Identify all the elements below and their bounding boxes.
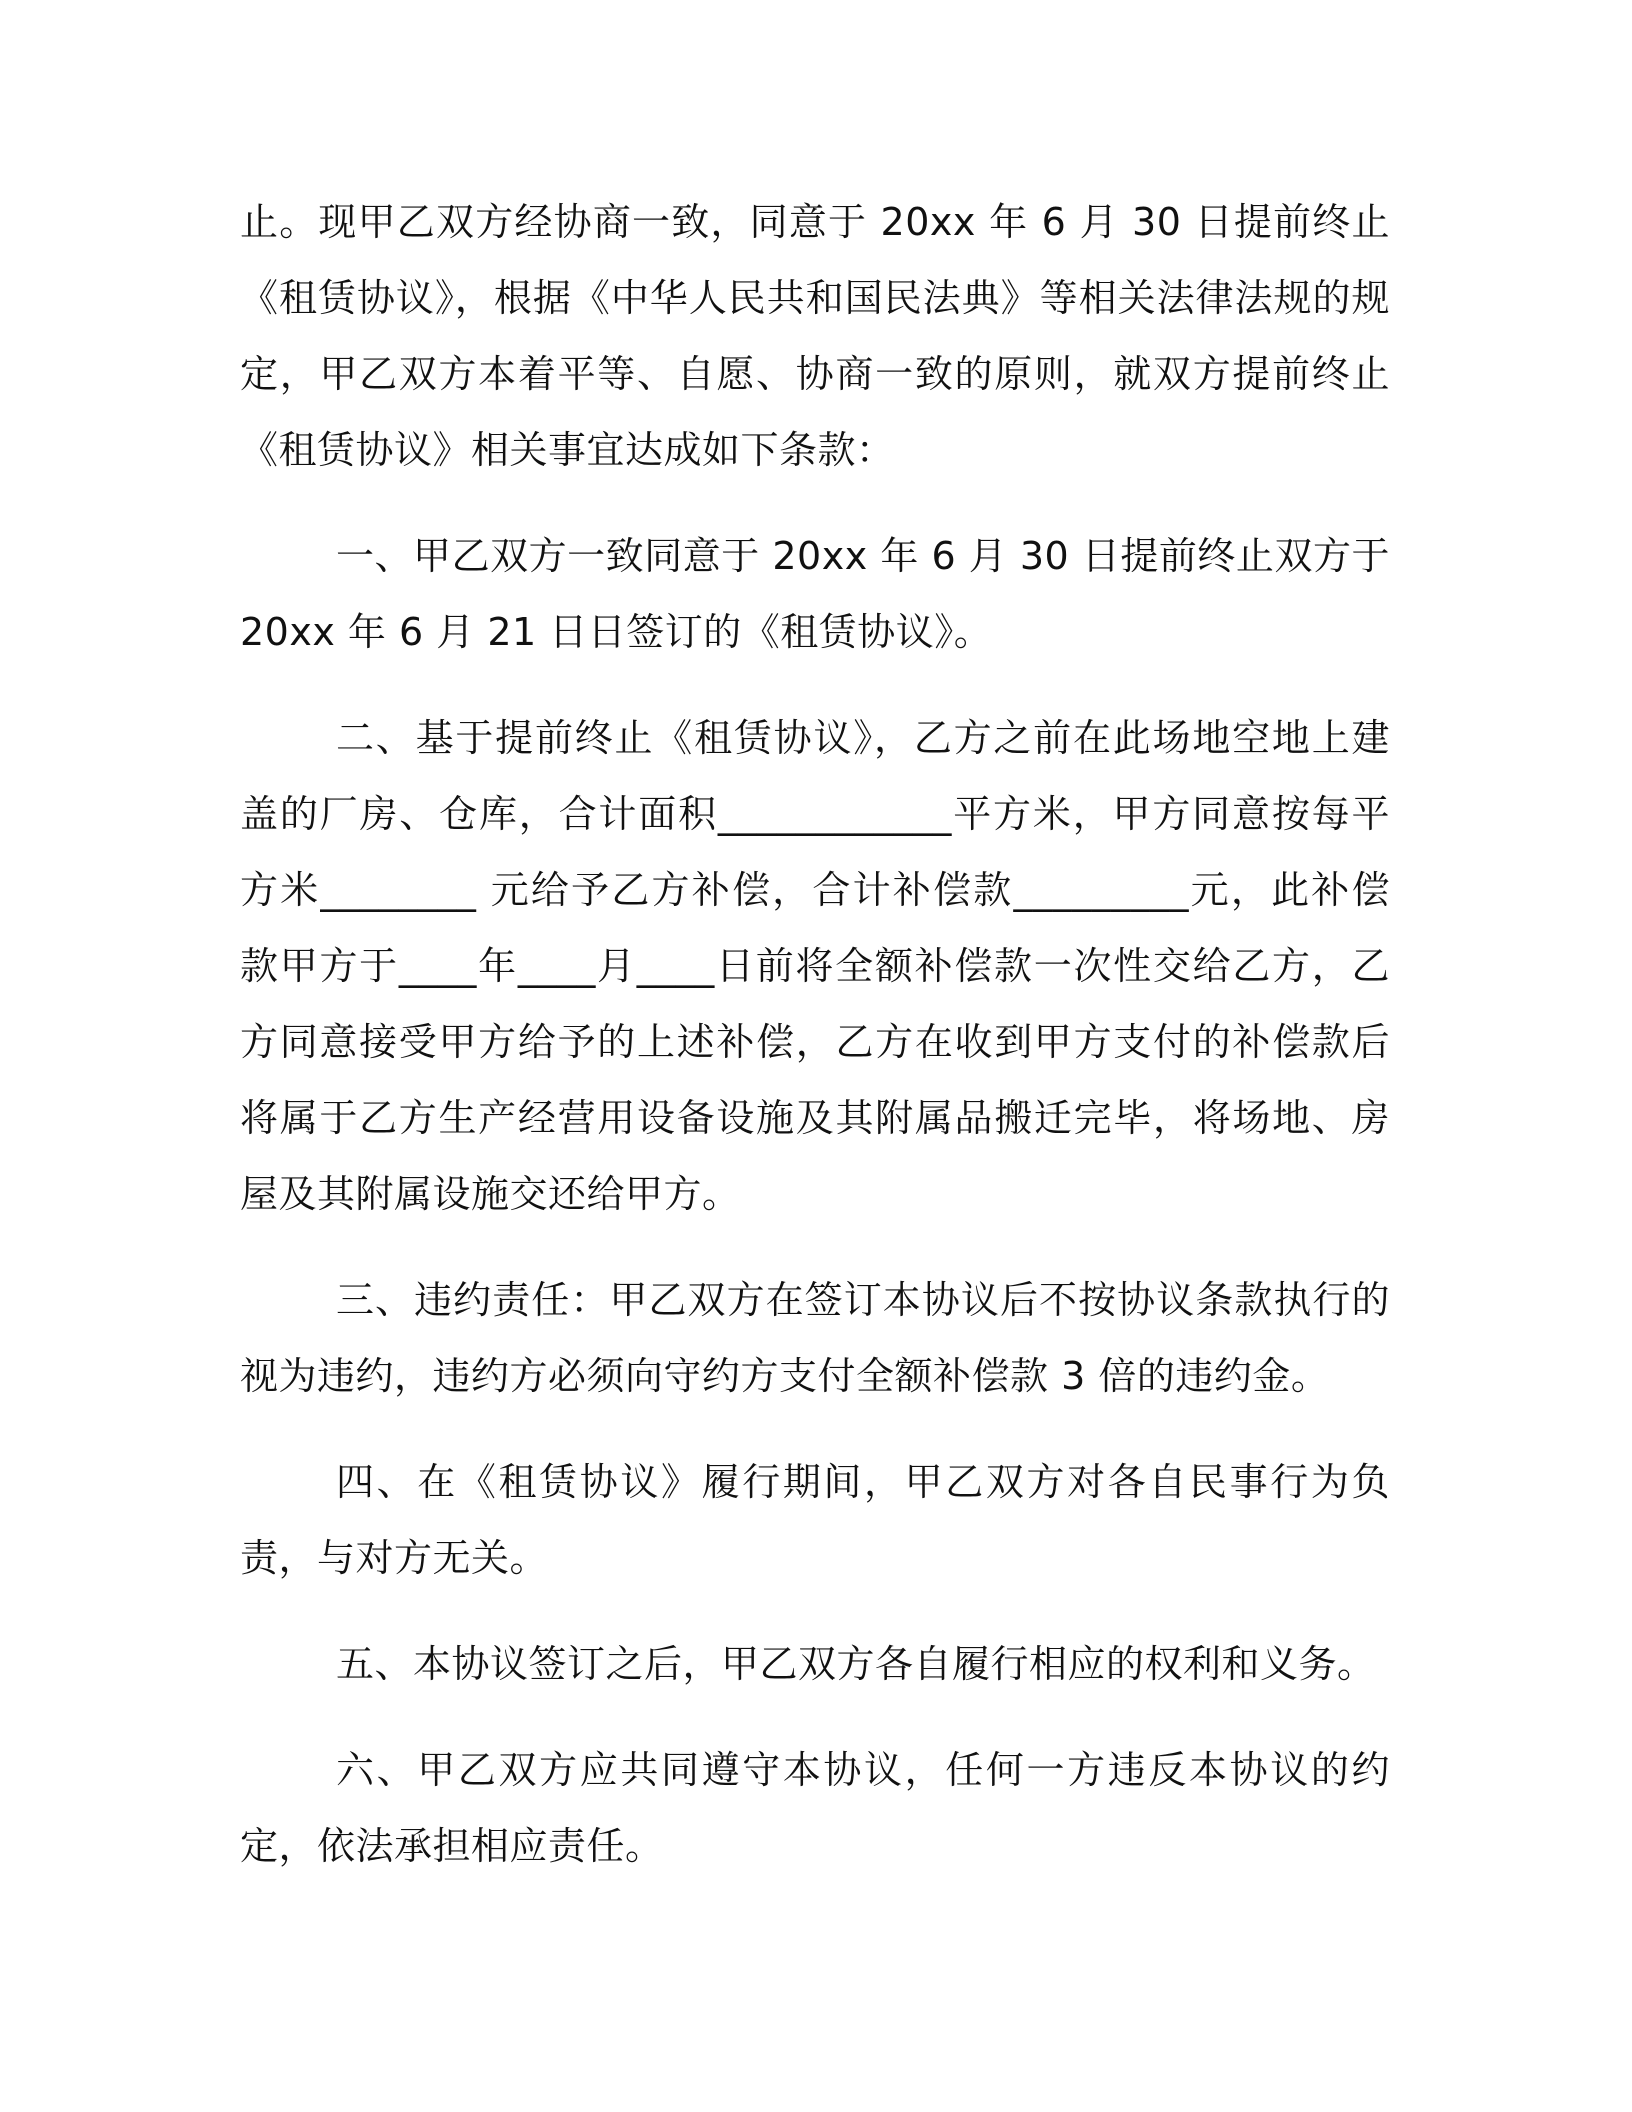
paragraph-clause-5: 五、本协议签订之后，甲乙双方各自履行相应的权利和义务。 <box>336 1642 1376 1686</box>
paragraph-clause-1: 一、甲乙双方一致同意于 20xx 年 6 月 30 日提前终止双方于 20xx 年 6 月 21 日日签订的《租赁协议》。 <box>240 534 1390 654</box>
document-body <box>240 184 1390 1884</box>
paragraph-intro: 止。现甲乙双方经协商一致，同意于 20xx 年 6 月 30 日提前终止《租赁协议》，根据《中华人民共和国民法典》等相关法律法规的规定，甲乙双方本着平等、自愿、协商一致的原则，就双方提前终止《租赁协议》相关事宜达成如下条款： <box>240 200 1390 472</box>
paragraph-clause-3: 三、违约责任：甲乙双方在签订本协议后不按协议条款执行的视为违约，违约方必须向守约方支付全额补偿款 3 倍的违约金。 <box>240 1278 1390 1398</box>
paragraph-clause-2: 二、基于提前终止《租赁协议》，乙方之前在此场地空地上建盖的厂房、仓库，合计面积____________平方米，甲方同意按每平方米________ 元给予乙方补偿，合计补偿款_________元，此补偿款甲方于____年____月____日前将全额补偿款一次性交给乙方，乙方同意接受甲方给予的上述补偿，乙方在收到甲方支付的补偿款后将属于乙方生产经营用设备设施及其附属品搬迁完毕，将场地、房屋及其附属设施交还给甲方。 <box>240 716 1390 1216</box>
paragraph-clause-4: 四、在《租赁协议》履行期间，甲乙双方对各自民事行为负责，与对方无关。 <box>240 1460 1390 1580</box>
paragraph-clause-6: 六、甲乙双方应共同遵守本协议，任何一方违反本协议的约定，依法承担相应责任。 <box>240 1748 1390 1868</box>
